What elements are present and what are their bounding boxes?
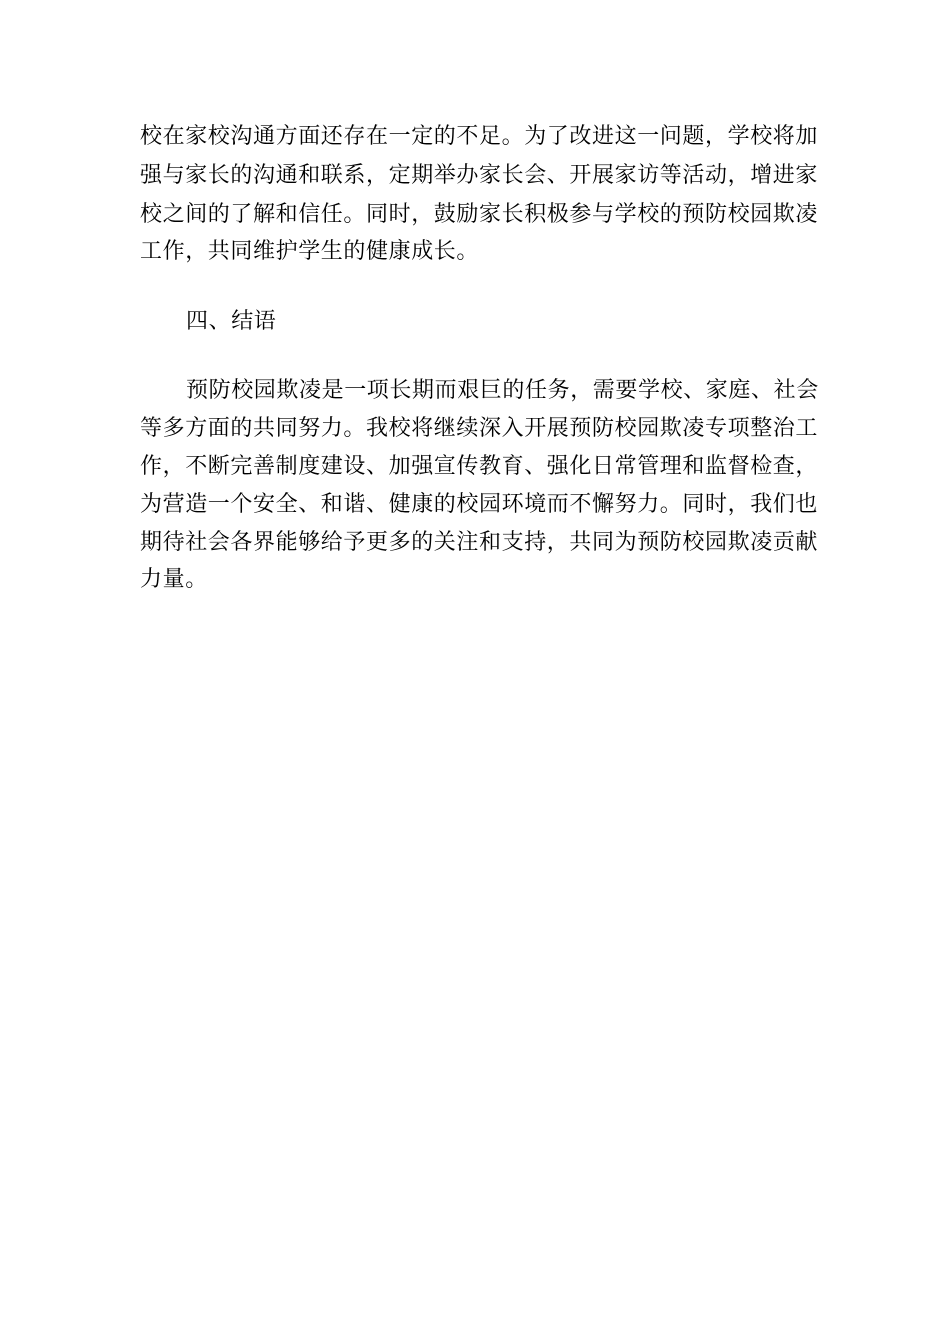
paragraph-line: 预防校园欺凌是一项长期而艰巨的任务，需要学校、家庭、社会 (186, 378, 819, 403)
paragraph-line: 等多方面的共同努力。我校将继续深入开展预防校园欺凌专项整治工 (140, 416, 819, 441)
paragraph-line: 校在家校沟通方面还存在一定的不足。为了改进这一问题，学校将加 (140, 124, 819, 149)
paragraph-line: 校之间的了解和信任。同时，鼓励家长积极参与学校的预防校园欺凌 (140, 202, 819, 227)
paragraph-line: 力量。 (140, 567, 208, 592)
paragraph-line: 强与家长的沟通和联系，定期举办家长会、开展家访等活动，增进家 (140, 163, 819, 188)
paragraph-line: 为营造一个安全、和谐、健康的校园环境而不懈努力。同时，我们也 (140, 492, 819, 517)
section-heading: 四、结语 (186, 309, 277, 334)
paragraph-line: 期待社会各界能够给予更多的关注和支持，共同为预防校园欺凌贡献 (140, 530, 819, 555)
paragraph-line: 工作，共同维护学生的健康成长。 (140, 239, 480, 264)
paragraph-line: 作，不断完善制度建设、加强宣传教育、强化日常管理和监督检查， (140, 454, 819, 479)
